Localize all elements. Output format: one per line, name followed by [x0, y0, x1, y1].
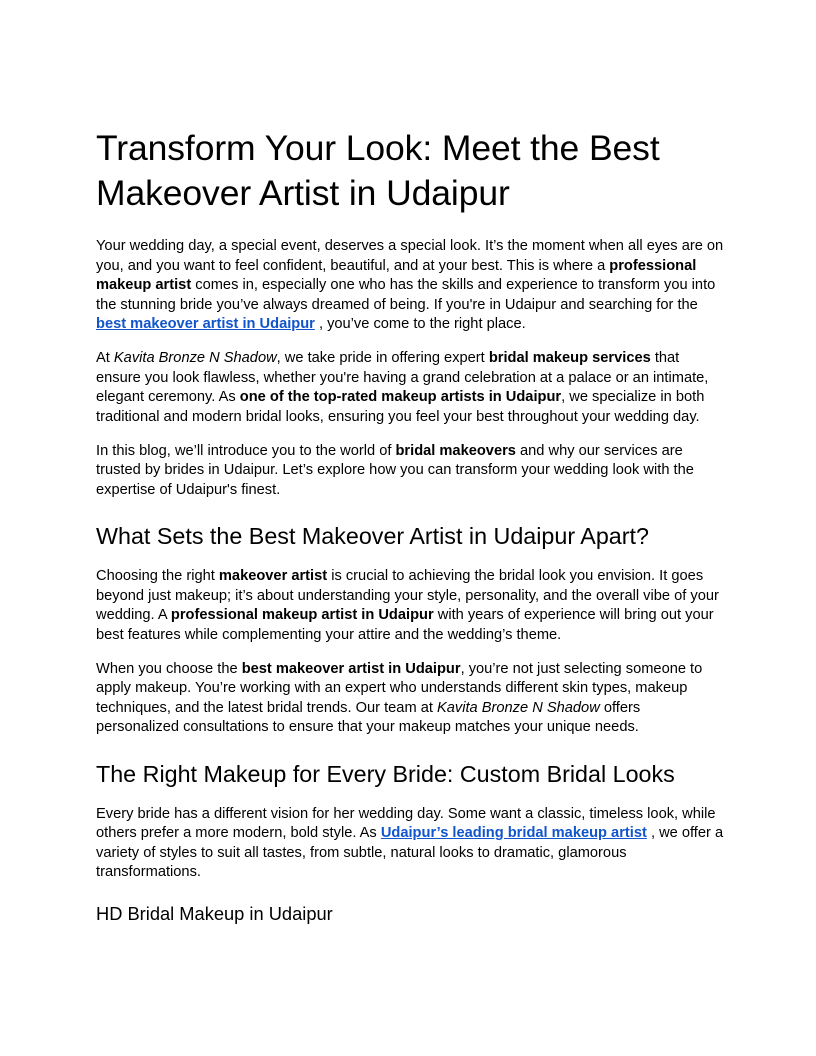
intro-paragraph-1: Your wedding day, a special event, deserves a special look. It’s the moment when all eyes are on you, and you want to feel confident, beautiful, and at your best. This is where a professional makeup artist comes in, especially one who has the skills and experience to transform you into the stunning bride you’ve always dreamed of being. If you're in Udaipur and searching for the best makeover artist in Udaipur , you’ve come to the right place. — [96, 238, 724, 332]
section-heading-custom-looks: The Right Makeup for Every Bride: Custom Bridal Looks — [96, 760, 675, 787]
section1-paragraph-1: Choosing the right makeover artist is crucial to achieving the bridal look you envision. It goes beyond just makeup; it’s about understanding your style, personality, and the overall vibe of your wedding. A professional makeup artist in Udaipur with years of experience will bring out your best features while complementing your attire and the wedding’s theme. — [96, 568, 719, 643]
leading-bridal-artist-link[interactable]: Udaipur’s leading bridal makeup artist — [380, 825, 647, 841]
intro-paragraph-2: At Kavita Bronze N Shadow, we take pride in offering expert bridal makeup services that ensure you look flawless, whether you're having a grand celebration at a palace or an intimate, elegant ceremony. As one of the top-rated makeup artists in Udaipur, we specialize in both traditional and modern bridal looks, ensuring you feel your best throughout your wedding day. — [96, 350, 709, 425]
document-page — [96, 126, 724, 926]
intro-paragraph-3: In this blog, we’ll introduce you to the world of bridal makeovers and why our services are trusted by brides in Udaipur. Let’s explore how you can transform your wedding look with the expertise of Udaipur's finest. — [96, 442, 694, 498]
section-heading-apart: What Sets the Best Makeover Artist in Udaipur Apart? — [96, 523, 649, 549]
page-title: Transform Your Look: Meet the Best Makeover Artist in Udaipur — [96, 128, 660, 213]
best-makeover-artist-link[interactable]: best makeover artist in Udaipur — [96, 316, 315, 332]
subsection-heading-hd-makeup: HD Bridal Makeup in Udaipur — [96, 902, 333, 924]
section1-paragraph-2: When you choose the best makeover artist in Udaipur, you’re not just selecting someone to apply makeup. You’re working with an expert who understands different skin types, makeup techniques, and the latest bridal trends. Our team at Kavita Bronze N Shadow offers personalized consultations to ensure that your makeup matches your unique needs. — [96, 660, 703, 735]
section2-paragraph-1: Every bride has a different vision for her wedding day. Some want a classic, timeless look, while others prefer a more modern, bold style. As Udaipur’s leading bridal makeup artist , we offer a variety of styles to suit all tastes, from subtle, natural looks to dramatic, glamorous transformations. — [96, 805, 724, 880]
